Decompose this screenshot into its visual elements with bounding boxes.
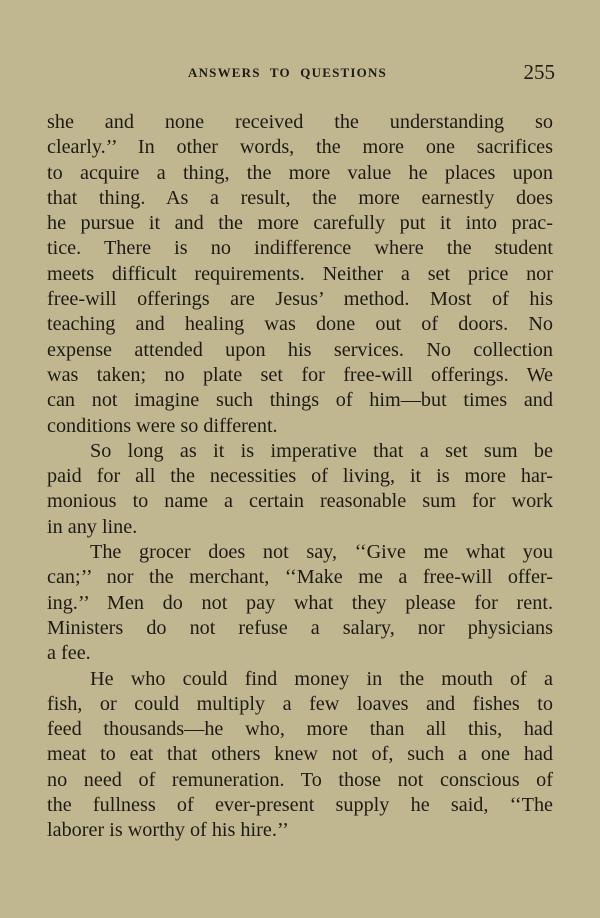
text-line: fish, or could multiply a few loaves and fishes to — [47, 692, 553, 715]
text-line: laborer is worthy of his hire.’’ — [47, 819, 289, 842]
body-text — [47, 110, 553, 844]
text-line: meat to eat that others knew not of, such a one had — [47, 743, 553, 766]
text-line: The grocer does not say, ‘‘Give me what you — [90, 541, 553, 564]
text-line: was taken; no plate set for free-will offerings. We — [47, 363, 553, 386]
text-line: He who could find money in the mouth of a — [90, 667, 553, 690]
text-line: tice. There is no indifference where the student — [47, 237, 553, 260]
text-line: free-will offerings are Jesus’ method. Most of his — [47, 288, 553, 311]
page-number: 255 — [523, 60, 555, 84]
text-line: monious to name a certain reasonable sum for work — [47, 490, 553, 513]
text-line: she and none received the understanding so — [47, 111, 553, 133]
text-line: no need of remuneration. To those not conscious of — [47, 768, 553, 791]
text-line: to acquire a thing, the more value he places upon — [47, 161, 553, 184]
text-line: can not imagine such things of him—but times and — [47, 389, 553, 412]
text-line: paid for all the necessities of living, it is more har- — [47, 465, 553, 488]
text-line: Ministers do not refuse a salary, nor physicians — [47, 616, 553, 639]
page-header — [188, 60, 555, 86]
running-head: ANSWERS TO QUESTIONS — [188, 65, 387, 80]
text-line: can;’’ nor the merchant, ‘‘Make me a free-will offer- — [47, 566, 553, 589]
text-line: meets difficult requirements. Neither a set price nor — [47, 262, 553, 285]
text-line: So long as it is imperative that a set sum be — [90, 439, 553, 462]
text-line: ing.’’ Men do not pay what they please for rent. — [47, 591, 553, 614]
text-line: in any line. — [47, 515, 138, 538]
text-line: that thing. As a result, the more earnestly does — [47, 186, 553, 209]
text-line: he pursue it and the more carefully put it into prac- — [47, 212, 553, 235]
text-line: teaching and healing was done out of doors. No — [47, 313, 553, 336]
text-line: a fee. — [47, 642, 91, 665]
text-line: feed thousands—he who, more than all this, had — [47, 718, 553, 741]
text-line: expense attended upon his services. No collection — [47, 338, 553, 361]
text-line: clearly.’’ In other words, the more one sacrifices — [47, 136, 553, 159]
text-line: the fullness of ever-present supply he said, ‘‘The — [47, 794, 553, 817]
text-line: conditions were so different. — [47, 414, 278, 437]
